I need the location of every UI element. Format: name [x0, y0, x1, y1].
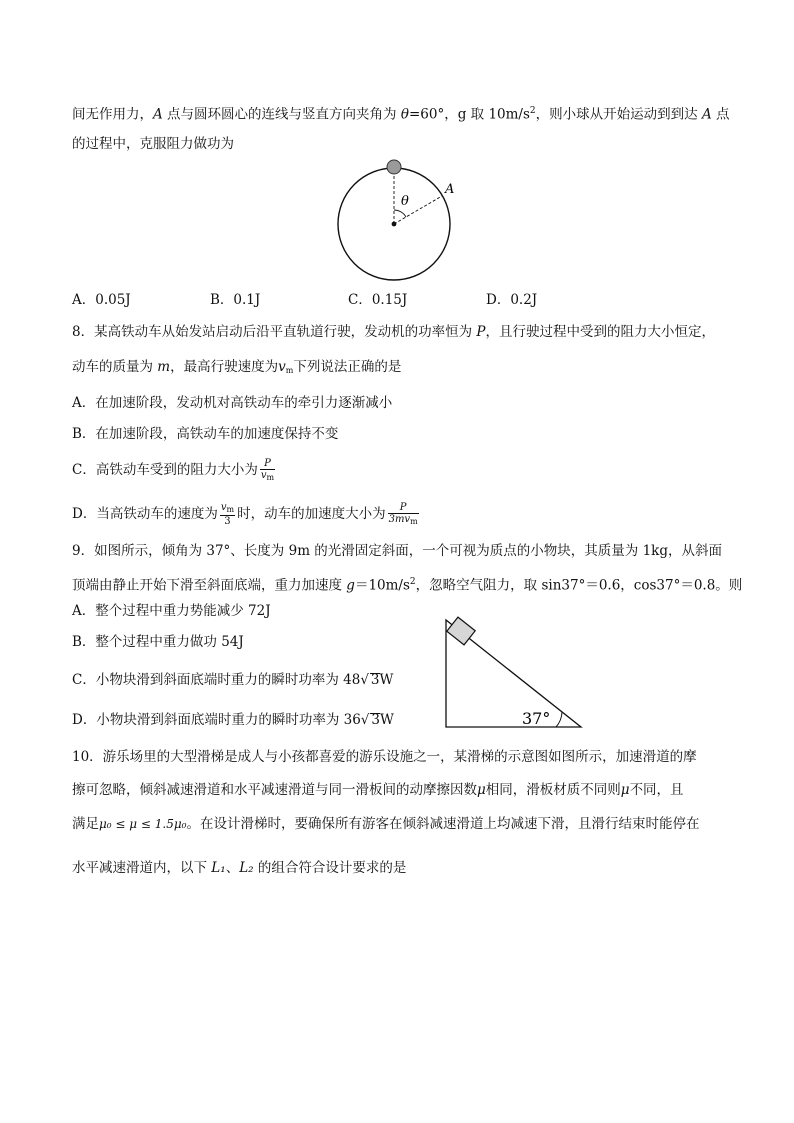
- numerator: P: [388, 502, 419, 514]
- q8-option-c: [72, 458, 277, 483]
- text: ，忽略空气阻力，取 sin37°＝0.6，cos37°＝0.8。则: [415, 577, 743, 594]
- text: 相同，滑板材质不同则: [485, 782, 621, 798]
- text: 点与圆环圆心的连线与竖直方向夹角为: [162, 106, 401, 123]
- text: 3mv: [388, 514, 411, 525]
- q8-line-2: [72, 357, 401, 381]
- point-a-label: A: [445, 182, 455, 197]
- q9-line-2: [72, 572, 742, 596]
- q8-option-d: [72, 502, 421, 527]
- q7-option-d: D．0.2J: [486, 292, 538, 308]
- numerator: [220, 502, 235, 516]
- fraction: [388, 502, 419, 527]
- text: L₁: [211, 860, 226, 876]
- text: g: [346, 577, 355, 594]
- q8-line-1: [72, 322, 715, 342]
- text: ，且行驶过程中受到的阻力大小恒定，: [485, 324, 715, 340]
- text: P: [476, 324, 486, 340]
- superscript: 2: [529, 106, 536, 116]
- text: W: [379, 672, 394, 688]
- q9-line-1: 9．如图所示，倾角为 37°、长度为 9m 的光滑固定斜面，一个可视为质点的小物块，其质量为 1kg，从斜面: [72, 543, 722, 559]
- text: A: [153, 106, 163, 123]
- subscript: m: [410, 517, 418, 526]
- text: L₂: [239, 860, 254, 876]
- q9-option-b: B．整个过程中重力做功 54J: [72, 634, 244, 650]
- text: θ: [400, 106, 409, 123]
- incline-figure: [438, 610, 588, 735]
- q10-line-4: [72, 858, 406, 878]
- q9-option-d: [72, 710, 394, 730]
- text: 顶端由静止开始下滑至斜面底端，重力加速度: [72, 577, 347, 594]
- sqrt-sign: √: [360, 672, 369, 688]
- text: 满足: [72, 816, 99, 832]
- text: ，最高行驶速度为: [170, 359, 279, 375]
- q9-option-a: A．整个过程中重力势能减少 72J: [72, 603, 271, 619]
- subscript: m: [266, 473, 275, 482]
- text: 、: [225, 860, 240, 876]
- text: 。在设计滑梯时，要确保所有游客在倾斜减速滑道上均减速下滑，且滑行结束时能停在: [186, 816, 700, 832]
- text: v: [260, 470, 267, 481]
- text: μ: [620, 782, 630, 798]
- text: 擦可忽略，倾斜减速滑道和水平减速滑道与同一滑板间的动摩擦因数: [72, 782, 477, 798]
- text: ＝10m/s: [354, 577, 410, 594]
- text: W: [380, 712, 394, 728]
- q7-line-1: [72, 101, 729, 125]
- q8-option-a: A．在加速阶段，发动机对高铁动车的牵引力逐渐减小: [72, 395, 393, 411]
- block-rect: [447, 617, 475, 645]
- text: v: [220, 502, 227, 513]
- circle-ring-figure: [330, 155, 460, 285]
- text: 间无作用力，: [72, 106, 153, 123]
- denominator: [260, 470, 275, 483]
- text: =60°，g 取 10m/s: [408, 106, 530, 123]
- text: 水平减速滑道内，以下: [72, 860, 212, 876]
- angle-label: 37°: [522, 709, 551, 728]
- radicand: 3: [370, 672, 380, 688]
- q7-line-2: 的过程中，克服阻力做功为: [72, 136, 234, 152]
- text: μ: [477, 782, 486, 798]
- text: 时，动车的加速度大小为: [237, 506, 386, 522]
- q7-option-a: A．0.05J: [72, 292, 131, 308]
- text: A: [701, 106, 712, 123]
- subscript: m: [285, 366, 294, 375]
- text: 的组合符合设计要求的是: [253, 860, 407, 876]
- q10-line-3: [72, 814, 699, 834]
- fraction: [260, 458, 275, 483]
- theta-label: θ: [401, 194, 409, 209]
- numerator: P: [260, 458, 275, 470]
- theta-arc: [394, 210, 406, 217]
- text: 不同，且: [629, 782, 684, 798]
- text: C．小物块滑到斜面底端时重力的瞬时功率为 48: [72, 672, 361, 688]
- superscript: 2: [409, 577, 416, 587]
- q10-line-1: 10．游乐场里的大型滑梯是成人与小孩都喜爱的游乐设施之一，某滑梯的示意图如图所示，加速滑道的摩: [72, 749, 697, 765]
- block: [447, 617, 475, 645]
- subscript: m: [226, 505, 235, 514]
- text: 8．某高铁动车从始发站启动后沿平直轨道行驶，发动机的功率恒为: [72, 324, 477, 340]
- text: D．当高铁动车的速度为: [72, 506, 218, 522]
- inequality: μ₀ ≤ μ ≤ 1.5μ₀: [99, 817, 187, 831]
- q7-option-c: C．0.15J: [348, 292, 408, 308]
- q7-option-b: B．0.1J: [210, 292, 261, 308]
- q8-option-b: B．在加速阶段，高铁动车的加速度保持不变: [72, 426, 339, 442]
- radicand: 3: [371, 712, 380, 728]
- center-dot: [392, 222, 397, 227]
- text: C．高铁动车受到的阻力大小为: [72, 462, 258, 478]
- text: 动车的质量为: [72, 359, 158, 375]
- ball: [387, 160, 401, 174]
- angle-arc: [556, 712, 562, 727]
- text: v: [278, 359, 286, 375]
- denominator: [388, 514, 419, 527]
- text: D．小物块滑到斜面底端时重力的瞬时功率为 36: [72, 712, 361, 728]
- denominator: 3: [224, 516, 231, 527]
- text: 点: [711, 106, 730, 123]
- text: m: [157, 359, 171, 375]
- fraction: [220, 502, 235, 527]
- q9-option-c: [72, 670, 393, 690]
- q10-line-2: [72, 780, 684, 800]
- text: ，则小球从开始运动到到达: [535, 106, 702, 123]
- sqrt-sign: √: [360, 712, 370, 728]
- text: 下列说法正确的是: [293, 359, 402, 375]
